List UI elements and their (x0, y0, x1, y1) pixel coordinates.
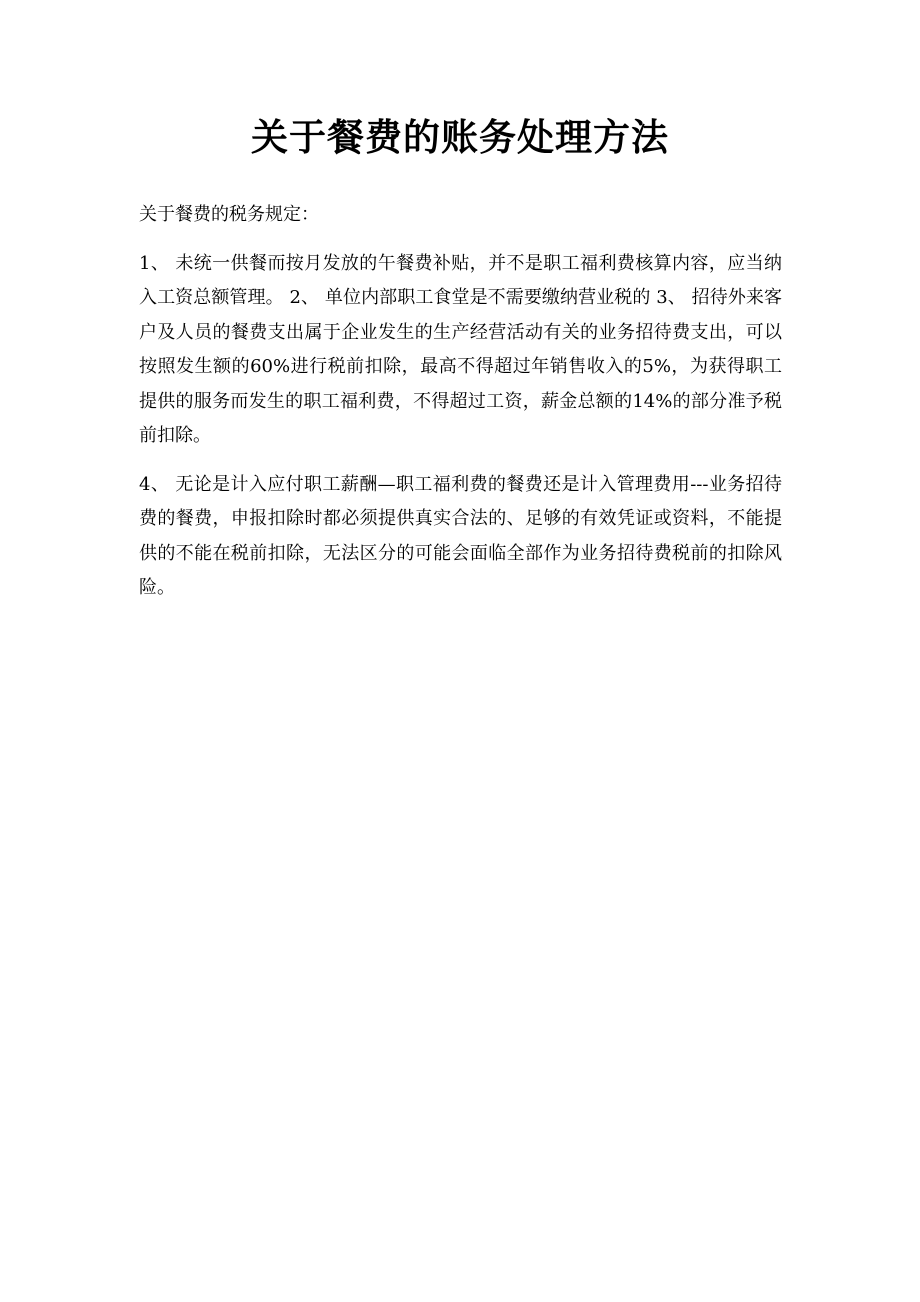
paragraph-rules-1-3: 1、 未统一供餐而按月发放的午餐费补贴，并不是职工福利费核算内容，应当纳入工资总额管理。 2、 单位内部职工食堂是不需要缴纳营业税的 3、 招待外来客户及人员的餐费支出属于企业发生的生产经营活动有关的业务招待费支出，可以按照发生额的60%进行税前扣除，最高不得超过年销售收入的5%，为获得职工提供的服务而发生的职工福利费，不得超过工资，薪金总额的14%的部分准予税前扣除。 (139, 252, 782, 446)
document-title: 关于餐费的账务处理方法 (251, 115, 669, 159)
paragraph-rule-4: 4、 无论是计入应付职工薪酬—职工福利费的餐费还是计入管理费用---业务招待费的餐费，申报扣除时都必须提供真实合法的、足够的有效凭证或资料，不能提供的不能在税前扣除，无法区分的可能会面临全部作为业务招待费税前的扣除风险。 (139, 473, 782, 598)
intro-paragraph: 关于餐费的税务规定： (139, 204, 319, 225)
document-body (139, 198, 782, 620)
